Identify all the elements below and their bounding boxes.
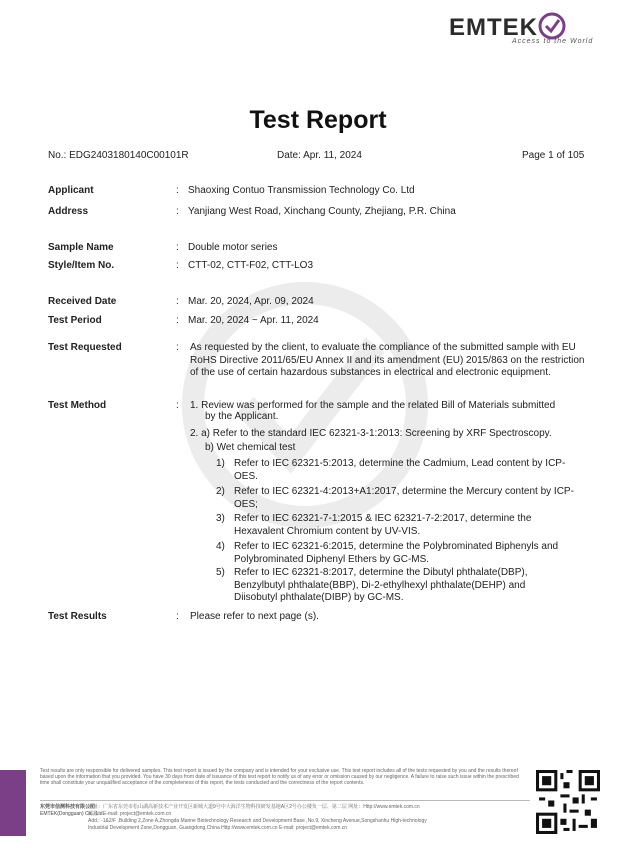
- test-requested-label: Test Requested: [48, 342, 122, 353]
- method-item-1-cont: by the Applicant.: [205, 411, 279, 422]
- sub-number: 1): [216, 458, 225, 469]
- email-cn: 邮箱：E-mail: project@emtek.com.cn: [88, 811, 172, 817]
- logo-tagline: Access to the World: [512, 38, 594, 45]
- logo-wordmark: EMTEK: [449, 14, 538, 41]
- test-method-label: Test Method: [48, 400, 107, 411]
- style-item-value: CTT-02, CTT-F02, CTT-LO3: [188, 260, 314, 271]
- method-item-1: 1. Review was performed for the sample and the related Bill of Materials submitted: [190, 400, 556, 411]
- sample-name-value: Double motor series: [188, 242, 278, 253]
- method-item-2a: 2. a) Refer to the standard IEC 62321-3-1:2013: Screening by XRF Spectroscopy.: [190, 428, 552, 439]
- sub-number: 2): [216, 486, 225, 497]
- footer-accent-bar: [0, 770, 26, 836]
- page-number: Page 1 of 105: [522, 150, 585, 161]
- received-date-value: Mar. 20, 2024, Apr. 09, 2024: [188, 296, 314, 307]
- company-name-en: EMTEK(Dongguan) Co., Ltd.: [40, 811, 104, 817]
- sub-number: 5): [216, 567, 225, 578]
- footer-divider: [40, 800, 530, 801]
- address-en: Add.: -1&2/F ,Building 2,Zone A,Zhongda Marine Biotechnology Research and Development Base ,No.9, Xincheng Avenue,Songshanhu High-technology: [88, 818, 427, 824]
- test-requested-value: As requested by the client, to evaluate the compliance of the submitted sample with EU RoHS Directive 2011/65/EU Annex II and its amendment (EU) 2015/863 on the restriction of the use of certain hazardous substances in electrical and electronic equipment.: [190, 342, 585, 378]
- test-results-value: Please refer to next page (s).: [190, 611, 319, 622]
- sub-item-2: Refer to IEC 62321-4:2013+A1:2017, determine the Mercury content by ICP-OES;: [234, 486, 574, 510]
- address-cn: 地址：广东省东莞市松山湖高新技术产业开发区新城大道9号中大海洋生物科技研发基地A区2号办公楼负一层、第二层 网址：Http://www.emtek.com.cn: [88, 804, 420, 810]
- colon: :: [176, 296, 179, 307]
- applicant-label: Applicant: [48, 185, 94, 196]
- address-label: Address: [48, 206, 89, 217]
- colon: :: [176, 611, 179, 622]
- footer-disclaimer: Test results are only responsible for delivered samples. This test report is issued by the company and is intended for your exclusive use. This test report includes all of the tests requested by you and the results thereof based upon the information that you provided. You have 30 days from date of issuance of this test report to notify us of any error or omission caused by our negligence. A failure to raise such issue within the prescribed time shall constitute your unqualified acceptance of the completeness of this report, the tests conducted and the correctness of the report contents.: [40, 768, 519, 786]
- address-value: Yanjiang West Road, Xinchang County, Zhejiang, P.R. China: [188, 206, 456, 217]
- method-item-2b: b) Wet chemical test: [205, 442, 296, 453]
- applicant-value: Shaoxing Contuo Transmission Technology Co. Ltd: [188, 185, 415, 196]
- sub-number: 3): [216, 513, 225, 524]
- sub-item-5: Refer to IEC 62321-8:2017, determine the Dibutyl phthalate(DBP), Benzylbutyl phthalate(BBP), Di-2-ethylhexyl phthalate(DEHP) and Diisobutyl phthalate(DIBP) by GC-MS.: [234, 567, 528, 603]
- company-logo: [406, 10, 566, 60]
- qr-code: [536, 770, 600, 834]
- sub-item-1: Refer to IEC 62321-5:2013, determine the Cadmium, Lead content by ICP-OES.: [234, 458, 566, 482]
- footer-address: [88, 804, 528, 832]
- style-item-label: Style/Item No.: [48, 260, 115, 271]
- company-name-cn: 东莞市信测科技有限公司: [40, 804, 96, 810]
- colon: :: [176, 206, 179, 217]
- colon: :: [176, 185, 179, 196]
- sub-item-3: Refer to IEC 62321-7-1:2015 & IEC 62321-7-2:2017, determine the Hexavalent Chromium content by UV-VIS.: [234, 513, 532, 537]
- address-en-2: Industrial Development Zone,Dongguan, Guangdong,China Http://www.emtek.com.cn E-mail: project@emtek.com.cn: [88, 825, 348, 831]
- page-title: Test Report: [249, 106, 387, 134]
- sample-name-label: Sample Name: [48, 242, 114, 253]
- colon: :: [176, 242, 179, 253]
- colon: :: [176, 260, 179, 271]
- colon: :: [176, 342, 179, 353]
- test-period-label: Test Period: [48, 315, 102, 326]
- test-period-value: Mar. 20, 2024 ~ Apr. 11, 2024: [188, 315, 319, 326]
- sub-number: 4): [216, 541, 225, 552]
- report-date: Date: Apr. 11, 2024: [277, 150, 362, 161]
- report-number: No.: EDG2403180140C00101R: [48, 150, 189, 161]
- colon: :: [176, 315, 179, 326]
- logo-check-icon: [538, 12, 566, 40]
- received-date-label: Received Date: [48, 296, 117, 307]
- sub-item-4: Refer to IEC 62321-6:2015, determine the Polybrominated Biphenyls and Polybrominated Diphenyl Ethers by GC-MS.: [234, 541, 559, 565]
- test-results-label: Test Results: [48, 611, 107, 622]
- colon: :: [176, 400, 179, 411]
